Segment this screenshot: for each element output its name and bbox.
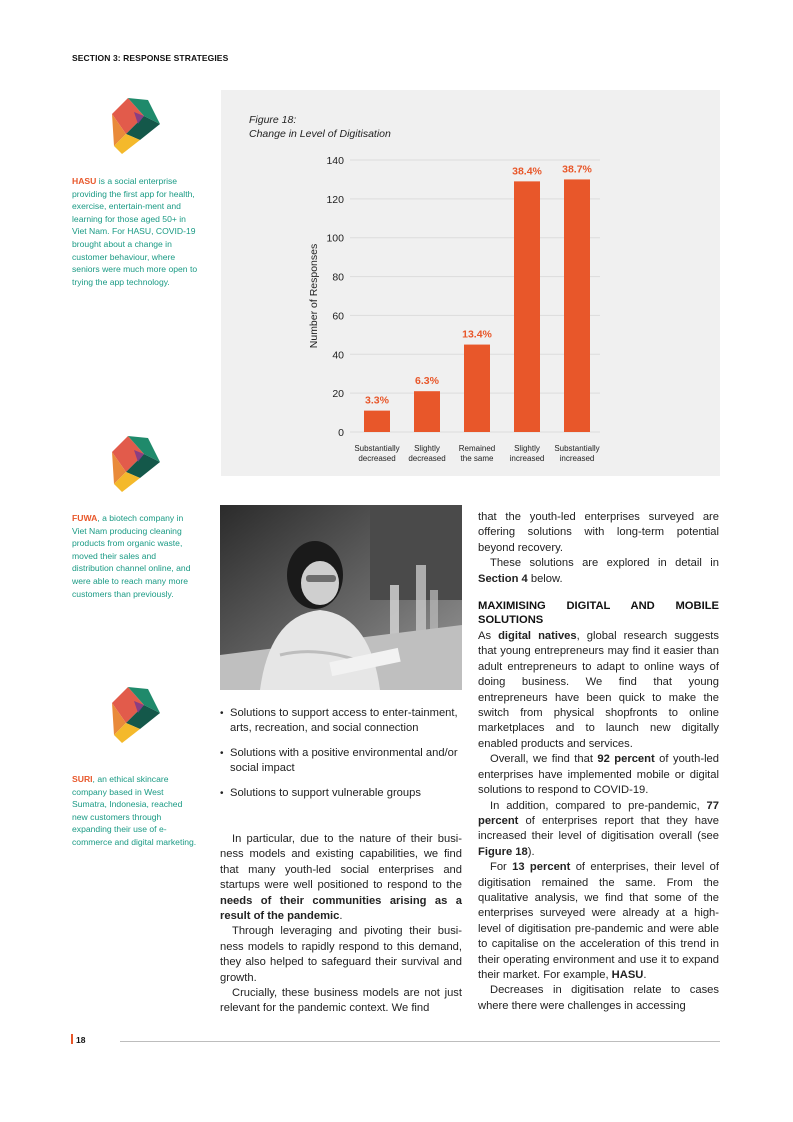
side-note-text: is a social enterprise providing the first app for health, exercise, entertain-ment and learning for those aged 50+ in Viet Nam. For HASU, COVID-19 brought about a change in customer behaviour, where seniors were much more open to trying the app technology. xyxy=(72,176,198,287)
x-tick-label: decreased xyxy=(358,454,396,463)
brand-name: SURI xyxy=(72,774,93,784)
x-tick-label: Slightly xyxy=(414,444,440,453)
y-tick-label: 20 xyxy=(332,388,344,401)
paragraph: Decreases in digitisation relate to cases where there were challenges in accessing xyxy=(478,984,719,1012)
x-tick-label: Slightly xyxy=(514,444,540,453)
page-number: 18 xyxy=(71,1034,85,1045)
figure-title: Change in Level of Digitisation xyxy=(249,128,391,140)
side-note-suri xyxy=(72,773,200,849)
figure-label: Figure 18: xyxy=(249,114,297,126)
paragraph: For 13 percent of enterprises, their level of digitisation remained the same. From the qualitative analysis, we find that some of the enterprises surveyed were already at a high-level of digitisation pre-pandemic and were able to capitalise on the acceleration of this trend in their operating environment and use it to expand their market. For example, HASU. xyxy=(478,861,719,981)
y-tick-label: 80 xyxy=(332,271,344,284)
bar xyxy=(464,345,490,432)
brand-name: HASU xyxy=(72,176,97,186)
brand-name: FUWA xyxy=(72,513,98,523)
data-label: 38.4% xyxy=(512,165,542,178)
side-note-hasu xyxy=(72,175,200,288)
photo-woman-working xyxy=(220,505,462,690)
bar xyxy=(364,411,390,432)
paragraph: As digital natives, global research suggests that young entrepreneurs may find it easier than adult entrepreneurs to adapt to online ways of doing business. We find that young entrepreneurs have been quick to make the switch from physical shopfronts to online marketplaces and to launch new digitally enabled products and services. xyxy=(478,630,719,750)
side-note-fuwa xyxy=(72,512,200,600)
logo-mark xyxy=(104,94,166,162)
x-tick-label: Remained xyxy=(458,444,496,453)
side-note-text: , a biotech company in Viet Nam producing cleaning products from organic waste, moved their sales and distribution channel online, and were able to reach many more customers than previously. xyxy=(72,513,191,599)
section-header: SECTION 3: RESPONSE STRATEGIES xyxy=(72,53,229,63)
list-item: • Solutions with a positive environmental and/or social impact xyxy=(220,746,465,777)
bar xyxy=(514,181,540,432)
y-tick-label: 0 xyxy=(338,427,344,439)
list-item: • Solutions to support access to enter-tainment, arts, recreation, and social connection xyxy=(220,706,465,737)
logo-mark xyxy=(104,683,166,751)
side-note-text: , an ethical skincare company based in West Sumatra, Indonesia, reached new customers through expanding their use of e-commerce and digital marketing. xyxy=(72,774,197,847)
solutions-list xyxy=(220,706,465,810)
x-tick-label: decreased xyxy=(408,454,446,463)
x-tick-label: Substantially xyxy=(554,444,600,453)
paragraph: These solutions are explored in detail in Section 4 below. xyxy=(478,557,719,585)
y-tick-label: 140 xyxy=(326,155,344,167)
data-label: 6.3% xyxy=(415,375,439,388)
data-label: 38.7% xyxy=(562,163,592,176)
paragraph: that the youth-led enterprises surveyed are offering solutions with long-term potential beyond recovery. xyxy=(478,511,719,554)
y-tick-label: 120 xyxy=(326,193,344,206)
list-item: • Solutions to support vulnerable groups xyxy=(220,786,465,801)
paragraph: In addition, compared to pre-pandemic, 77 percent of enterprises report that they have increased their level of digitisation overall (see Figure 18). xyxy=(478,799,719,858)
left-column xyxy=(220,832,462,1017)
y-tick-label: 40 xyxy=(332,349,344,362)
y-tick-label: 100 xyxy=(326,232,344,245)
data-label: 3.3% xyxy=(365,394,389,407)
right-column xyxy=(478,510,719,1014)
x-tick-label: the same xyxy=(460,454,494,463)
x-tick-label: Substantially xyxy=(354,444,400,453)
data-label: 13.4% xyxy=(462,328,492,341)
footer-divider xyxy=(120,1041,720,1042)
paragraph: Crucially, these business models are not just relevant for the pandemic context. We find xyxy=(220,987,462,1015)
logo-mark xyxy=(104,432,166,500)
bar xyxy=(564,179,590,432)
bar-chart xyxy=(221,90,720,476)
paragraph: Through leveraging and pivoting their busi-ness models to rapidly respond to this demand, they also helped to safeguard their survival and growth. xyxy=(220,925,462,984)
y-axis-label: Number of Responses xyxy=(308,243,320,349)
y-tick-label: 60 xyxy=(332,310,344,323)
x-tick-label: increased xyxy=(509,454,545,463)
bar xyxy=(414,391,440,432)
subheading: MAXIMISING DIGITAL AND MOBILE SOLUTIONS xyxy=(478,600,719,627)
paragraph: Overall, we find that 92 percent of youth-led enterprises have implemented mobile or digital solutions to respond to COVID-19. xyxy=(478,753,719,797)
paragraph: In particular, due to the nature of their busi-ness models and existing capabilities, we find that many youth-led social enterprises and startups were well positioned to respond to the needs of their communities arising as a result of the pandemic. xyxy=(220,833,462,923)
x-tick-label: increased xyxy=(559,454,595,463)
